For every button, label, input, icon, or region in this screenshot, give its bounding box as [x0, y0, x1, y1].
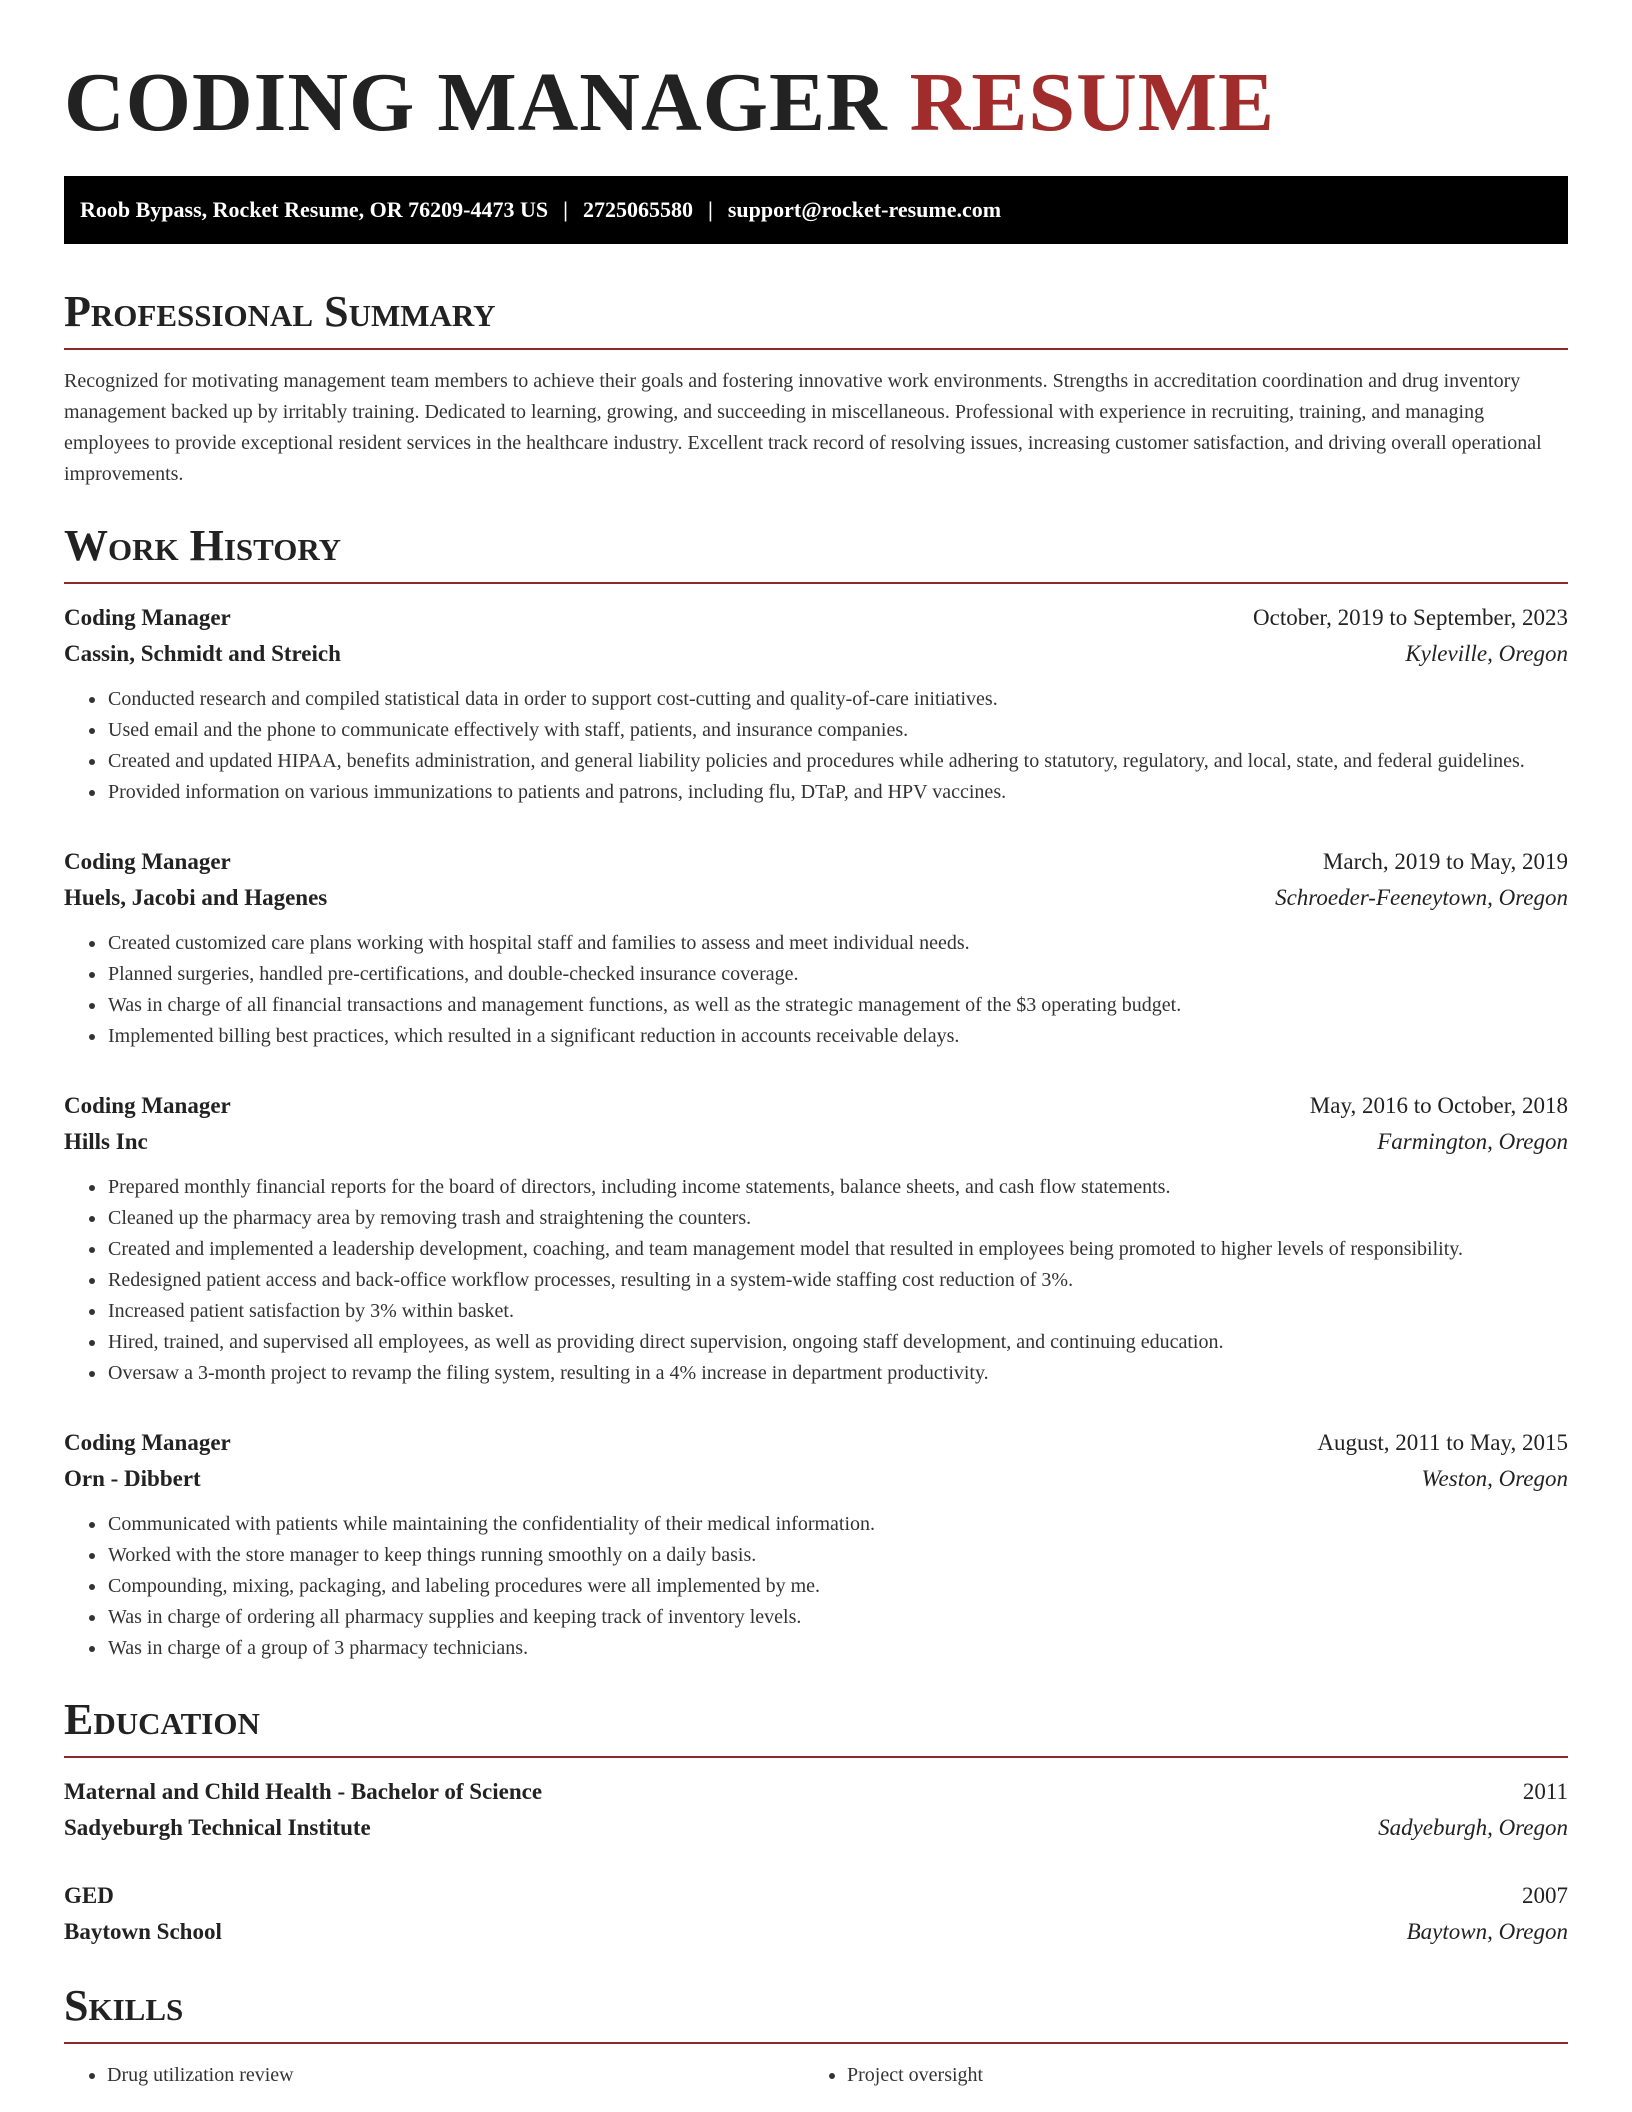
education-school: Sadyeburgh Technical Institute — [64, 1815, 371, 1840]
job-title: Coding Manager — [64, 605, 231, 630]
job-company-row — [64, 636, 1568, 672]
list-item: • Provided information on various immunizations to patients and patrons, including flu, DTaP, and HPV vaccines. — [107, 777, 1568, 808]
job-location: Kyleville, Oregon — [1405, 641, 1568, 666]
list-item: • Increased patient satisfaction by 3% within basket. — [107, 1296, 1568, 1327]
job-title: Coding Manager — [64, 1093, 231, 1118]
job-dates: March, 2019 to May, 2019 — [1322, 849, 1568, 874]
contact-email[interactable]: support@rocket-resume.com — [727, 197, 1002, 222]
education-school-row — [64, 1810, 1568, 1846]
list-item: • Created customized care plans working with hospital staff and families to assess and meet individual needs. — [107, 928, 1568, 959]
list-item: • Redesigned patient access and back-office workflow processes, resulting in a system-wide staffing cost reduction of 3%. — [107, 1265, 1568, 1296]
list-item: • Conducted research and compiled statistical data in order to support cost-cutting and quality-of-care initiatives. — [107, 684, 1568, 715]
education-degree: Maternal and Child Health - Bachelor of Science — [64, 1779, 543, 1804]
education-year: 2011 — [1522, 1779, 1568, 1804]
education-entry — [64, 1878, 1568, 1950]
section-title-summary: Professional Summary — [64, 287, 496, 336]
job-dates: October, 2019 to September, 2023 — [1253, 605, 1568, 630]
list-item: • Was in charge of a group of 3 pharmacy technicians. — [107, 1633, 1568, 1664]
list-item: • Communicated with patients while maintaining the confidentiality of their medical information. — [107, 1509, 1568, 1540]
skills-list-left — [64, 2060, 804, 2091]
job-bullets — [64, 1172, 1568, 1389]
section-divider — [64, 2042, 1568, 2044]
education-degree-row — [64, 1774, 1568, 1810]
education-year: 2007 — [1522, 1883, 1568, 1908]
contact-phone: 2725065580 — [582, 197, 693, 222]
list-item: • Worked with the store manager to keep things running smoothly on a daily basis. — [107, 1540, 1568, 1571]
contact-bar — [64, 176, 1568, 244]
job-entry — [64, 844, 1568, 1052]
section-divider — [64, 348, 1568, 350]
job-header-row — [64, 600, 1568, 636]
resume-content — [64, 0, 1568, 2091]
list-item: • Used email and the phone to communicate effectively with staff, patients, and insurance companies. — [107, 715, 1568, 746]
summary-section — [64, 284, 1568, 490]
education-location: Baytown, Oregon — [1406, 1919, 1568, 1944]
education-section — [64, 1692, 1568, 1950]
job-company: Cassin, Schmidt and Streich — [64, 641, 341, 666]
skills-columns — [64, 2060, 1568, 2091]
job-company: Hills Inc — [64, 1129, 148, 1154]
contact-address: Roob Bypass, Rocket Resume, OR 76209-4473 US — [80, 197, 549, 222]
job-bullets — [64, 1509, 1568, 1664]
job-location: Farmington, Oregon — [1377, 1129, 1568, 1154]
job-location: Weston, Oregon — [1421, 1466, 1568, 1491]
section-title-work: Work History — [64, 521, 342, 570]
list-item: • Oversaw a 3-month project to revamp the filing system, resulting in a 4% increase in department productivity. — [107, 1358, 1568, 1389]
job-title: Coding Manager — [64, 849, 231, 874]
list-item: • Hired, trained, and supervised all employees, as well as providing direct supervision, ongoing staff development, and continuing education. — [107, 1327, 1568, 1358]
list-item: • Implemented billing best practices, which resulted in a significant reduction in accounts receivable delays. — [107, 1021, 1568, 1052]
job-entry — [64, 600, 1568, 808]
title-accent: RESUME — [909, 56, 1276, 149]
job-location: Schroeder-Feeneytown, Oregon — [1275, 885, 1568, 910]
job-bullets — [64, 928, 1568, 1052]
job-bullets — [64, 684, 1568, 808]
job-dates: May, 2016 to October, 2018 — [1309, 1093, 1568, 1118]
job-entry — [64, 1088, 1568, 1389]
list-item: • Cleaned up the pharmacy area by removing trash and straightening the counters. — [107, 1203, 1568, 1234]
education-school: Baytown School — [64, 1919, 222, 1944]
skills-section — [64, 1978, 1568, 2091]
section-title-skills: Skills — [64, 1981, 184, 2030]
section-divider — [64, 582, 1568, 584]
list-item: • Compounding, mixing, packaging, and labeling procedures were all implemented by me. — [107, 1571, 1568, 1602]
section-title-education: Education — [64, 1695, 260, 1744]
education-location: Sadyeburgh, Oregon — [1378, 1815, 1568, 1840]
education-school-row — [64, 1914, 1568, 1950]
education-entry — [64, 1774, 1568, 1846]
job-company-row — [64, 1461, 1568, 1497]
contact-separator: | — [707, 197, 713, 222]
education-degree-row — [64, 1878, 1568, 1914]
education-degree: GED — [64, 1883, 114, 1908]
job-company: Orn - Dibbert — [64, 1466, 201, 1491]
list-item: • Was in charge of ordering all pharmacy supplies and keeping track of inventory levels. — [107, 1602, 1568, 1633]
job-title: Coding Manager — [64, 1430, 231, 1455]
skills-list-right — [804, 2060, 1544, 2091]
list-item: • Prepared monthly financial reports for the board of directors, including income statements, balance sheets, and cash flow statements. — [107, 1172, 1568, 1203]
list-item: • Was in charge of all financial transactions and management functions, as well as the strategic management of the $3 operating budget. — [107, 990, 1568, 1021]
job-header-row — [64, 1425, 1568, 1461]
job-company-row — [64, 1124, 1568, 1160]
job-company-row — [64, 880, 1568, 916]
job-header-row — [64, 1088, 1568, 1124]
work-section — [64, 518, 1568, 1664]
job-header-row — [64, 844, 1568, 880]
list-item: • Created and updated HIPAA, benefits administration, and general liability policies and procedures while adhering to statutory, regulatory, and local, state, and federal guidelines. — [107, 746, 1568, 777]
page-title — [64, 0, 1568, 150]
skill-item: • Project oversight — [847, 2060, 1544, 2091]
summary-text: Recognized for motivating management team members to achieve their goals and fostering innovative work environments. Strengths in accreditation coordination and drug inventory management backed up by irritably training. Dedicated to learning, growing, and succeeding in miscellaneous. Professional with experience in recruiting, training, and managing employees to provide exceptional resident services in the healthcare industry. Excellent track record of resolving issues, increasing customer satisfaction, and driving overall operational improvements. — [64, 370, 1542, 485]
skill-item: • Drug utilization review — [107, 2060, 804, 2091]
list-item: • Planned surgeries, handled pre-certifications, and double-checked insurance coverage. — [107, 959, 1568, 990]
job-entry — [64, 1425, 1568, 1664]
section-divider — [64, 1756, 1568, 1758]
contact-separator: | — [563, 197, 568, 222]
job-dates: August, 2011 to May, 2015 — [1317, 1430, 1568, 1455]
title-main: CODING MANAGER — [64, 56, 888, 149]
job-company: Huels, Jacobi and Hagenes — [64, 885, 328, 910]
list-item: • Created and implemented a leadership development, coaching, and team management model that resulted in employees being promoted to higher levels of responsibility. — [107, 1234, 1568, 1265]
